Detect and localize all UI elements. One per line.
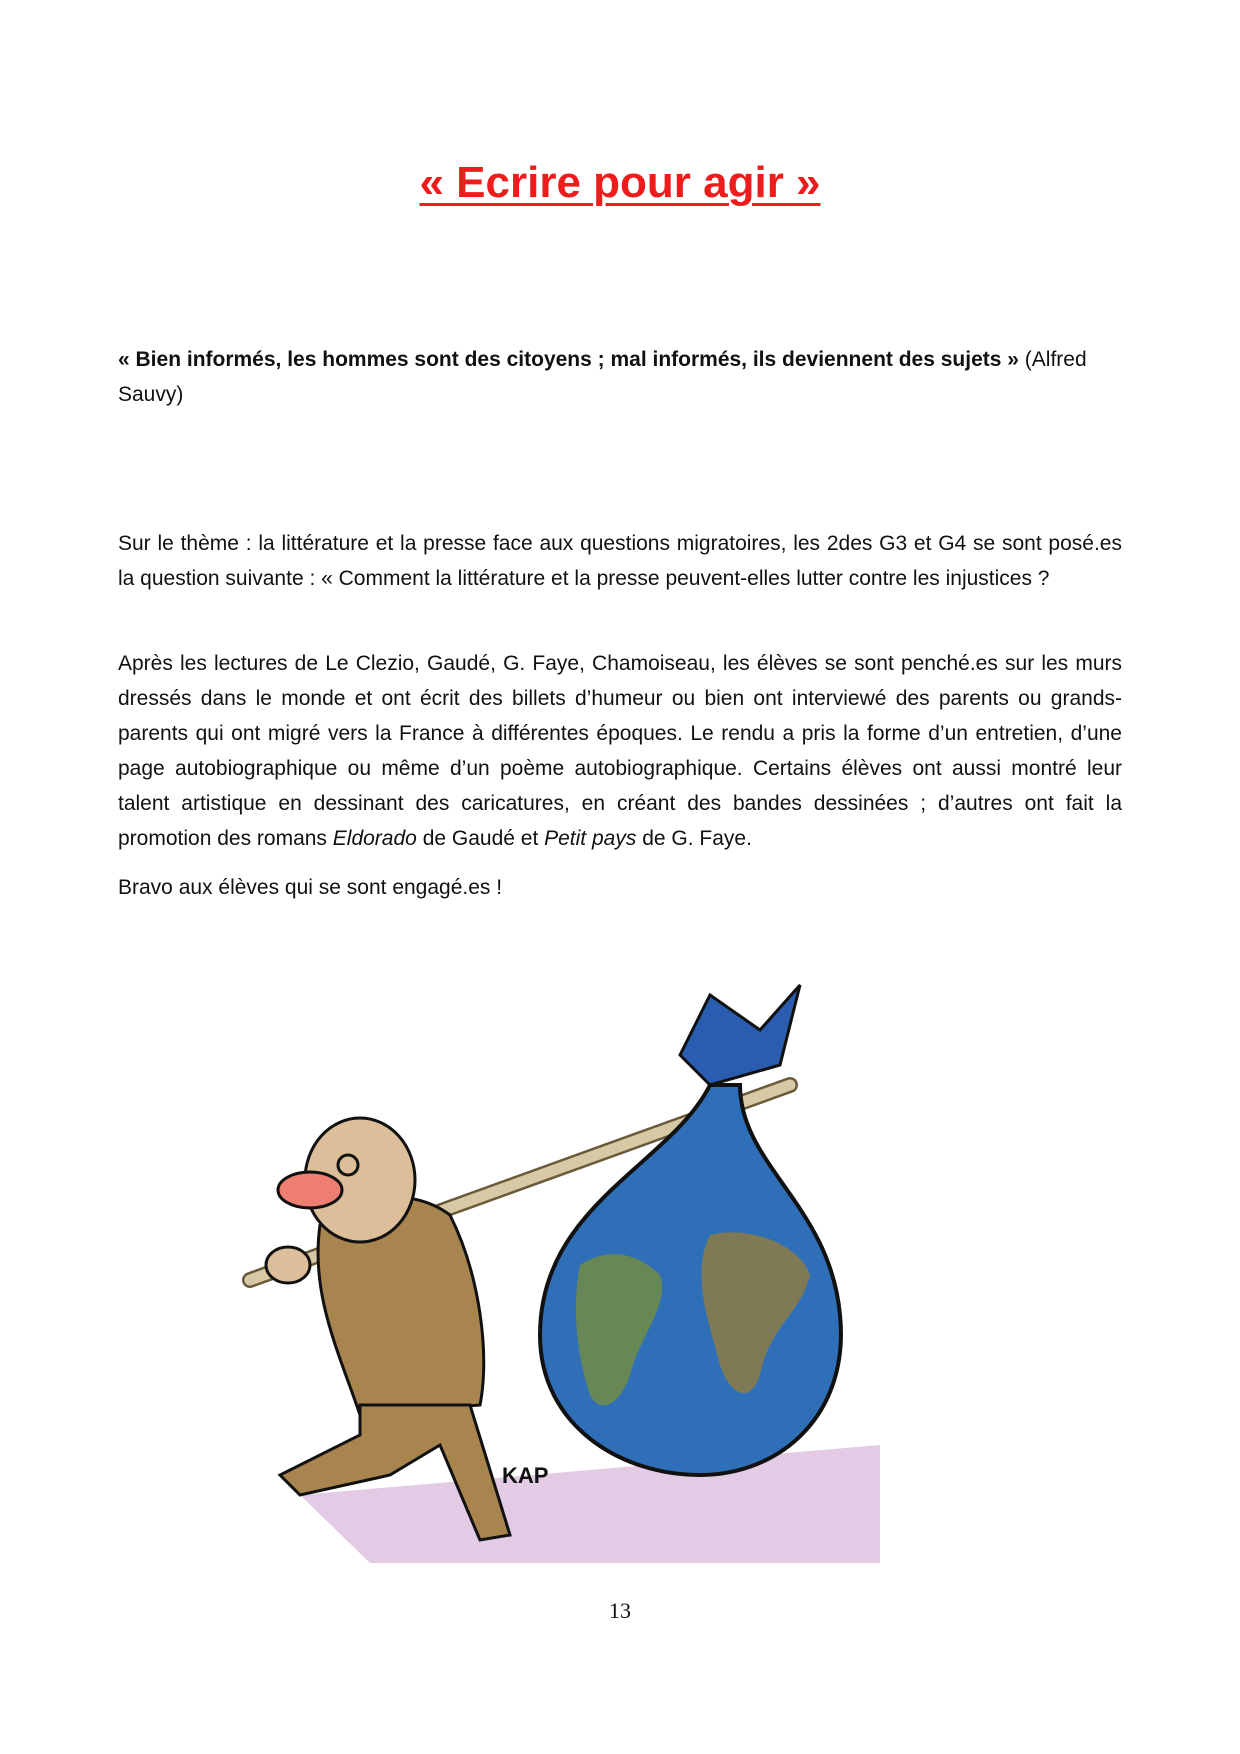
bundle-knot bbox=[680, 985, 800, 1085]
quote-text: « Bien informés, les hommes sont des citoyens ; mal informés, ils deviennent des sujets » bbox=[118, 348, 1019, 371]
quote-attribution: (Alfred Sauvy) bbox=[118, 348, 1087, 406]
activities-text: Après les lectures de Le Clezio, Gaudé, G. Faye, Chamoiseau, les élèves se sont penché.es sur les murs dressés dans le monde et ont écrit des billets d’humeur ou bien ont interviewé des parents ou grands-parents qui ont migré vers la France à différentes époques. Le rendu a pris la forme d’un entretien, d’une page autobiographique ou même d’un poème autobiographique. Certains élèves ont aussi montré leur talent artistique en dessinant des caricatures, en créant des bandes dessinées ; d’autres ont fait la promotion des romans bbox=[118, 652, 1122, 850]
closing-paragraph: Bravo aux élèves qui se sont engagé.es ! bbox=[118, 876, 503, 899]
man-nose bbox=[278, 1172, 342, 1208]
intro-paragraph: Sur le thème : la littérature et la presse face aux questions migratoires, les 2des G3 et G4 se sont posé.es la question suivante : « Comment la littérature et la presse peuvent-elles lutter contre les injustices ? bbox=[118, 532, 1122, 590]
epigraph-quote bbox=[118, 342, 1122, 412]
book-title-petit-pays: Petit pays bbox=[544, 827, 637, 850]
man-hand bbox=[266, 1247, 310, 1283]
activities-text-end: de G. Faye. bbox=[642, 827, 752, 850]
activities-paragraph bbox=[118, 646, 1122, 856]
page-number: 13 bbox=[609, 1598, 631, 1623]
cartoon-illustration bbox=[240, 975, 912, 1563]
page-title: « Ecrire pour agir » bbox=[419, 158, 821, 207]
activities-text-mid: de Gaudé et bbox=[422, 827, 539, 850]
cartoon-signature: KAP bbox=[502, 1463, 549, 1488]
book-title-eldorado: Eldorado bbox=[332, 827, 417, 850]
